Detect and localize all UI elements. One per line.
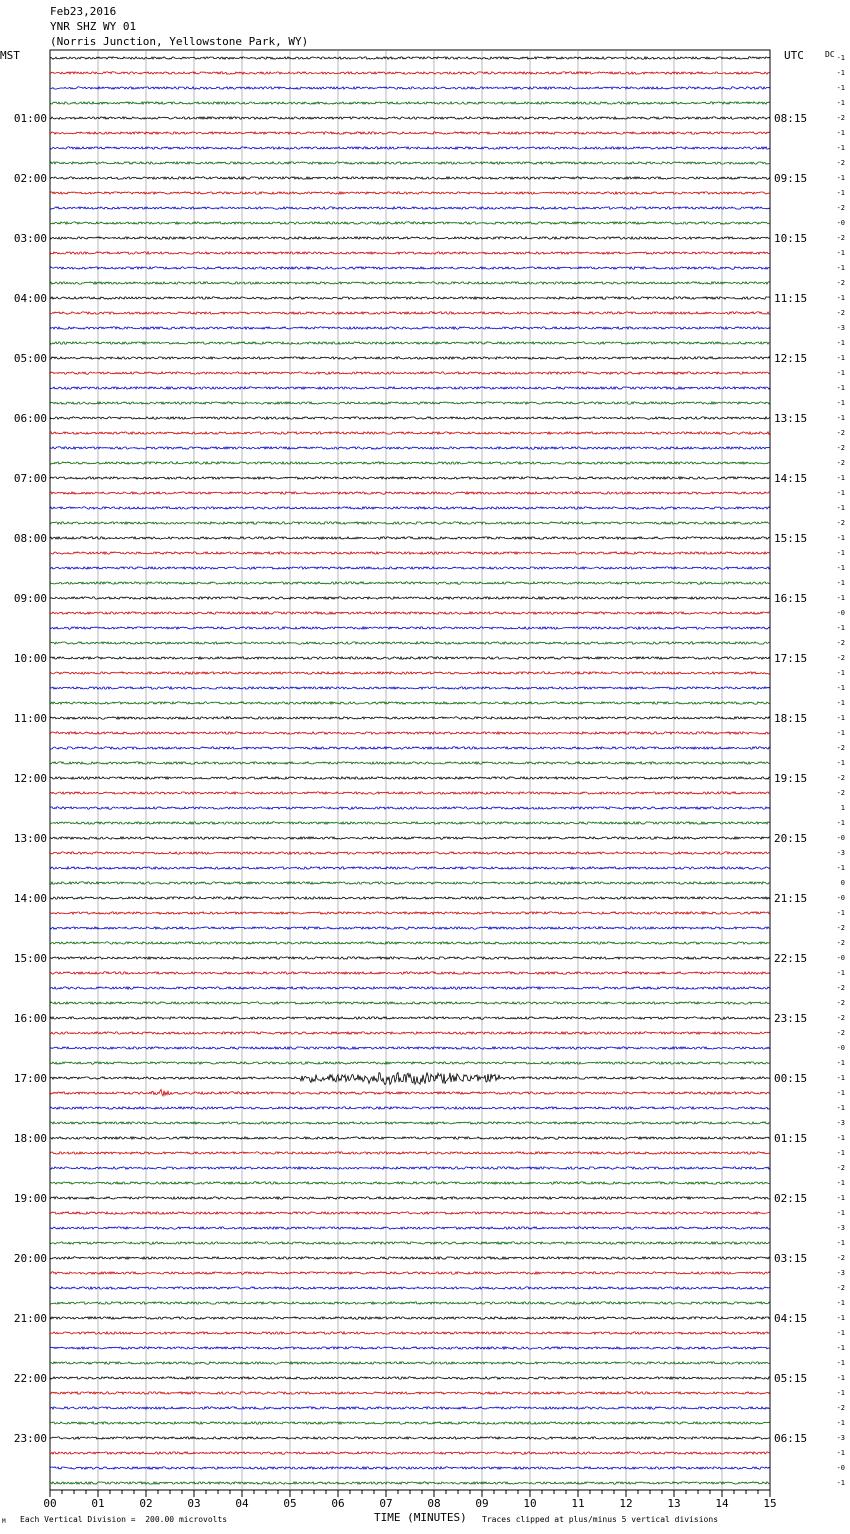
dc-offset-value: -2	[836, 1029, 845, 1037]
dc-offset-value: -1	[836, 1074, 845, 1082]
dc-offset-value: -0	[836, 219, 845, 227]
dc-offset-value: -1	[836, 1374, 845, 1382]
dc-offset-value: -1	[836, 1329, 845, 1337]
dc-offset-value: -3	[836, 1224, 845, 1232]
seismic-trace	[50, 882, 770, 884]
dc-offset-value: -3	[836, 1119, 845, 1127]
seismic-trace	[50, 1407, 770, 1409]
dc-offset-value: -1	[836, 1209, 845, 1217]
seismic-trace	[50, 402, 770, 404]
left-hour-label: 10:00	[13, 652, 47, 665]
seismic-trace	[50, 87, 770, 89]
dc-offset-value: -1	[836, 1344, 845, 1352]
dc-offset-value: -1	[836, 354, 845, 362]
right-hour-label: 10:15	[774, 232, 808, 245]
dc-offset-value: 1	[840, 804, 845, 812]
right-hour-label: 11:15	[774, 292, 808, 305]
dc-offset-value: -1	[836, 729, 845, 737]
seismic-trace	[50, 1122, 770, 1124]
seismic-trace	[50, 1152, 770, 1154]
left-hour-label: 11:00	[13, 712, 47, 725]
left-hour-label: 09:00	[13, 592, 47, 605]
seismic-trace	[50, 357, 770, 359]
dc-offset-value: -1	[836, 264, 845, 272]
dc-offset-value: -2	[836, 234, 845, 242]
right-hour-label: 20:15	[774, 832, 808, 845]
seismic-trace	[50, 1212, 770, 1214]
seismic-trace	[50, 117, 770, 119]
dc-offset-value: -1	[836, 414, 845, 422]
dc-offset-value: -2	[836, 939, 845, 947]
seismic-trace	[50, 642, 770, 644]
right-hour-label: 03:15	[774, 1252, 808, 1265]
x-tick-label: 08	[427, 1497, 441, 1510]
x-tick-label: 09	[475, 1497, 489, 1510]
left-timezone-label: MST	[0, 49, 20, 62]
dc-offset-value: -1	[836, 144, 845, 152]
seismic-trace	[50, 912, 770, 914]
left-hour-label: 14:00	[13, 892, 47, 905]
seismic-trace	[50, 1467, 770, 1469]
seismic-trace	[50, 1227, 770, 1229]
seismic-trace	[50, 777, 770, 779]
x-tick-label: 10	[523, 1497, 537, 1510]
seismic-trace	[50, 387, 770, 389]
x-tick-label: 03	[187, 1497, 201, 1510]
dc-offset-value: -1	[836, 129, 845, 137]
dc-offset-value: -0	[836, 609, 845, 617]
dc-offset-value: -2	[836, 774, 845, 782]
dc-offset-value: -1	[836, 969, 845, 977]
seismic-trace	[50, 447, 770, 449]
seismic-trace	[50, 1137, 770, 1139]
seismic-trace	[50, 822, 770, 824]
seismic-trace	[50, 927, 770, 929]
right-hour-label: 19:15	[774, 772, 808, 785]
dc-offset-value: -2	[836, 924, 845, 932]
dc-offset-value: -1	[836, 1179, 845, 1187]
left-hour-label: 13:00	[13, 832, 47, 845]
seismic-trace	[50, 837, 770, 839]
dc-offset-value: -1	[836, 819, 845, 827]
seismic-trace	[50, 762, 770, 764]
seismic-trace	[50, 747, 770, 749]
left-hour-label: 06:00	[13, 412, 47, 425]
seismic-trace	[50, 1072, 770, 1084]
right-hour-label: 23:15	[774, 1012, 808, 1025]
seismic-trace	[50, 162, 770, 164]
dc-offset-value: -2	[836, 459, 845, 467]
seismic-trace	[50, 1167, 770, 1169]
seismic-trace	[50, 702, 770, 704]
seismic-trace	[50, 72, 770, 74]
dc-offset-value: -1	[836, 684, 845, 692]
seismic-trace	[50, 732, 770, 734]
dc-offset-value: -1	[836, 339, 845, 347]
seismic-trace	[50, 177, 770, 179]
dc-offset-value: -1	[836, 1419, 845, 1427]
dc-offset-value: -1	[836, 1104, 845, 1112]
right-hour-label: 06:15	[774, 1432, 808, 1445]
seismic-trace	[50, 897, 770, 899]
seismic-trace	[50, 867, 770, 869]
seismic-trace	[50, 1047, 770, 1049]
seismic-trace	[50, 522, 770, 524]
right-hour-label: 21:15	[774, 892, 808, 905]
dc-offset-value: -2	[836, 159, 845, 167]
seismic-trace	[50, 1287, 770, 1289]
dc-offset-value: -2	[836, 1254, 845, 1262]
left-hour-label: 12:00	[13, 772, 47, 785]
dc-offset-value: -1	[836, 699, 845, 707]
left-hour-label: 07:00	[13, 472, 47, 485]
seismic-trace	[50, 102, 770, 104]
dc-offset-value: -1	[836, 489, 845, 497]
station-location: (Norris Junction, Yellowstone Park, WY)	[50, 35, 309, 48]
dc-offset-value: -2	[836, 639, 845, 647]
dc-offset-value: -1	[836, 909, 845, 917]
left-hour-label: 18:00	[13, 1132, 47, 1145]
seismic-trace	[50, 1452, 770, 1454]
dc-offset-value: -1	[836, 759, 845, 767]
seismic-trace	[50, 567, 770, 569]
dc-offset-value: -1	[836, 864, 845, 872]
scale-note: Each Vertical Division = 200.00 microvolts	[20, 1515, 228, 1524]
seismic-trace	[50, 1362, 770, 1364]
dc-offset-value: -1	[836, 294, 845, 302]
seismic-trace	[50, 477, 770, 479]
dc-offset-value: -1	[836, 1314, 845, 1322]
seismic-trace	[50, 597, 770, 599]
seismic-trace	[50, 132, 770, 134]
left-hour-label: 15:00	[13, 952, 47, 965]
dc-offset-value: -2	[836, 1164, 845, 1172]
seismic-trace	[50, 237, 770, 239]
seismic-trace	[50, 147, 770, 149]
dc-offset-value: -0	[836, 894, 845, 902]
seismic-trace	[50, 852, 770, 854]
seismic-trace	[50, 297, 770, 299]
seismic-trace	[50, 252, 770, 254]
x-tick-label: 02	[139, 1497, 153, 1510]
seismic-trace	[50, 1347, 770, 1349]
dc-offset-value: 0	[840, 879, 845, 887]
dc-offset-value: -1	[836, 714, 845, 722]
dc-offset-value: -2	[836, 1404, 845, 1412]
left-hour-label: 04:00	[13, 292, 47, 305]
record-date: Feb23,2016	[50, 5, 117, 18]
seismic-trace	[50, 462, 770, 464]
seismic-trace	[50, 1182, 770, 1184]
dc-offset-value: -1	[836, 1089, 845, 1097]
corner-mark: M	[2, 1518, 6, 1525]
dc-offset-value: -1	[836, 1149, 845, 1157]
left-hour-label: 03:00	[13, 232, 47, 245]
seismic-trace	[50, 807, 770, 809]
x-tick-label: 12	[619, 1497, 633, 1510]
dc-offset-value: -2	[836, 429, 845, 437]
seismic-trace	[50, 942, 770, 944]
seismic-trace	[50, 1437, 770, 1439]
dc-offset-value: -1	[836, 1194, 845, 1202]
seismic-trace	[50, 972, 770, 974]
dc-offset-value: -1	[836, 624, 845, 632]
seismic-trace	[50, 1422, 770, 1424]
seismic-trace	[50, 582, 770, 584]
x-tick-label: 14	[715, 1497, 729, 1510]
dc-offset-value: -1	[836, 249, 845, 257]
dc-offset-value: -2	[836, 519, 845, 527]
dc-offset-value: -1	[836, 369, 845, 377]
dc-offset-value: -1	[836, 669, 845, 677]
dc-offset-value: -0	[836, 1044, 845, 1052]
left-hour-label: 17:00	[13, 1072, 47, 1085]
right-hour-label: 09:15	[774, 172, 808, 185]
left-hour-label: 23:00	[13, 1432, 47, 1445]
dc-offset-value: -3	[836, 1269, 845, 1277]
dc-offset-value: -1	[836, 564, 845, 572]
x-tick-label: 15	[763, 1497, 777, 1510]
seismic-trace	[50, 957, 770, 959]
seismic-trace	[50, 327, 770, 329]
x-tick-label: 01	[91, 1497, 105, 1510]
dc-offset-value: -2	[836, 309, 845, 317]
seismic-trace	[50, 612, 770, 614]
left-hour-label: 05:00	[13, 352, 47, 365]
dc-offset-value: -3	[836, 849, 845, 857]
dc-offset-value: -3	[836, 1434, 845, 1442]
dc-offset-value: -1	[836, 579, 845, 587]
seismic-trace	[50, 1017, 770, 1019]
seismic-trace	[50, 627, 770, 629]
seismic-trace	[50, 657, 770, 659]
dc-offset-value: -1	[836, 504, 845, 512]
seismic-trace	[50, 1377, 770, 1379]
dc-offset-value: -2	[836, 744, 845, 752]
seismic-trace	[50, 1197, 770, 1199]
seismic-trace	[50, 1090, 770, 1096]
dc-offset-value: -1	[836, 189, 845, 197]
right-hour-label: 12:15	[774, 352, 808, 365]
dc-offset-value: -1	[836, 54, 845, 62]
right-hour-label: 01:15	[774, 1132, 808, 1145]
dc-offset-value: -1	[836, 84, 845, 92]
left-hour-label: 21:00	[13, 1312, 47, 1325]
right-hour-label: 02:15	[774, 1192, 808, 1205]
seismic-trace	[50, 537, 770, 539]
dc-offset-value: -1	[836, 1449, 845, 1457]
right-hour-label: 05:15	[774, 1372, 808, 1385]
seismic-trace	[50, 417, 770, 419]
right-hour-label: 16:15	[774, 592, 808, 605]
right-hour-label: 13:15	[774, 412, 808, 425]
seismic-trace	[50, 1317, 770, 1319]
seismic-trace	[50, 282, 770, 284]
dc-offset-value: -0	[836, 1464, 845, 1472]
right-hour-label: 18:15	[774, 712, 808, 725]
left-hour-label: 01:00	[13, 112, 47, 125]
right-hour-label: 04:15	[774, 1312, 808, 1325]
dc-offset-value: -1	[836, 1299, 845, 1307]
dc-offset-value: -1	[836, 69, 845, 77]
seismic-trace	[50, 372, 770, 374]
seismic-trace	[50, 672, 770, 674]
seismic-trace	[50, 717, 770, 719]
dc-offset-value: -0	[836, 834, 845, 842]
x-tick-label: 07	[379, 1497, 393, 1510]
clip-note: Traces clipped at plus/minus 5 vertical divisions	[482, 1515, 719, 1524]
dc-offset-value: -0	[836, 954, 845, 962]
seismic-trace	[50, 192, 770, 194]
dc-offset-value: -1	[836, 99, 845, 107]
seismic-trace	[50, 1332, 770, 1334]
dc-offset-value: -3	[836, 324, 845, 332]
seismic-trace	[50, 687, 770, 689]
station-code: YNR SHZ WY 01	[50, 20, 137, 33]
dc-offset-value: -2	[836, 1284, 845, 1292]
dc-offset-value: -2	[836, 789, 845, 797]
dc-offset-value: -2	[836, 114, 845, 122]
x-tick-label: 11	[571, 1497, 585, 1510]
right-hour-label: 08:15	[774, 112, 808, 125]
dc-offset-value: -1	[836, 174, 845, 182]
x-tick-label: 06	[331, 1497, 345, 1510]
dc-offset-value: -1	[836, 594, 845, 602]
x-tick-label: 00	[43, 1497, 57, 1510]
dc-offset-value: -1	[836, 1239, 845, 1247]
seismic-trace	[50, 1002, 770, 1004]
dc-offset-value: -1	[836, 1059, 845, 1067]
dc-offset-header: DC	[825, 50, 835, 59]
seismic-trace	[50, 1062, 770, 1064]
right-hour-label: 00:15	[774, 1072, 808, 1085]
seismic-trace	[50, 1257, 770, 1259]
right-hour-label: 17:15	[774, 652, 808, 665]
right-hour-label: 22:15	[774, 952, 808, 965]
x-tick-label: 13	[667, 1497, 681, 1510]
left-hour-label: 22:00	[13, 1372, 47, 1385]
seismic-trace	[50, 552, 770, 554]
left-hour-label: 08:00	[13, 532, 47, 545]
seismic-trace	[50, 1302, 770, 1304]
seismic-trace	[50, 1032, 770, 1034]
seismic-trace	[50, 1392, 770, 1394]
seismic-trace	[50, 507, 770, 509]
right-hour-label: 15:15	[774, 532, 808, 545]
seismic-trace	[50, 1482, 770, 1484]
dc-offset-value: -1	[836, 549, 845, 557]
seismic-trace	[50, 1107, 770, 1109]
seismic-trace	[50, 267, 770, 269]
dc-offset-value: -2	[836, 999, 845, 1007]
dc-offset-value: -1	[836, 474, 845, 482]
seismic-trace	[50, 312, 770, 314]
dc-offset-value: -2	[836, 1014, 845, 1022]
dc-offset-value: -1	[836, 1389, 845, 1397]
dc-offset-value: -1	[836, 384, 845, 392]
left-hour-label: 02:00	[13, 172, 47, 185]
right-timezone-label: UTC	[784, 49, 804, 62]
seismic-trace	[50, 792, 770, 794]
seismic-trace	[50, 1272, 770, 1274]
dc-offset-value: -1	[836, 1479, 845, 1487]
dc-offset-value: -2	[836, 654, 845, 662]
dc-offset-value: -2	[836, 444, 845, 452]
right-hour-label: 14:15	[774, 472, 808, 485]
seismic-trace	[50, 492, 770, 494]
dc-offset-value: -2	[836, 279, 845, 287]
left-hour-label: 20:00	[13, 1252, 47, 1265]
dc-offset-value: -1	[836, 399, 845, 407]
x-tick-label: 04	[235, 1497, 249, 1510]
dc-offset-value: -1	[836, 1359, 845, 1367]
x-axis-title: TIME (MINUTES)	[374, 1511, 467, 1524]
seismic-trace	[50, 432, 770, 434]
left-hour-label: 19:00	[13, 1192, 47, 1205]
dc-offset-value: -1	[836, 1134, 845, 1142]
dc-offset-value: -1	[836, 534, 845, 542]
seismic-trace	[50, 57, 770, 59]
seismic-trace	[50, 342, 770, 344]
seismic-trace	[50, 987, 770, 989]
x-tick-label: 05	[283, 1497, 297, 1510]
seismic-trace	[50, 222, 770, 224]
seismic-trace	[50, 207, 770, 209]
left-hour-label: 16:00	[13, 1012, 47, 1025]
dc-offset-value: -2	[836, 204, 845, 212]
dc-offset-value: -2	[836, 984, 845, 992]
seismic-trace	[50, 1242, 770, 1244]
